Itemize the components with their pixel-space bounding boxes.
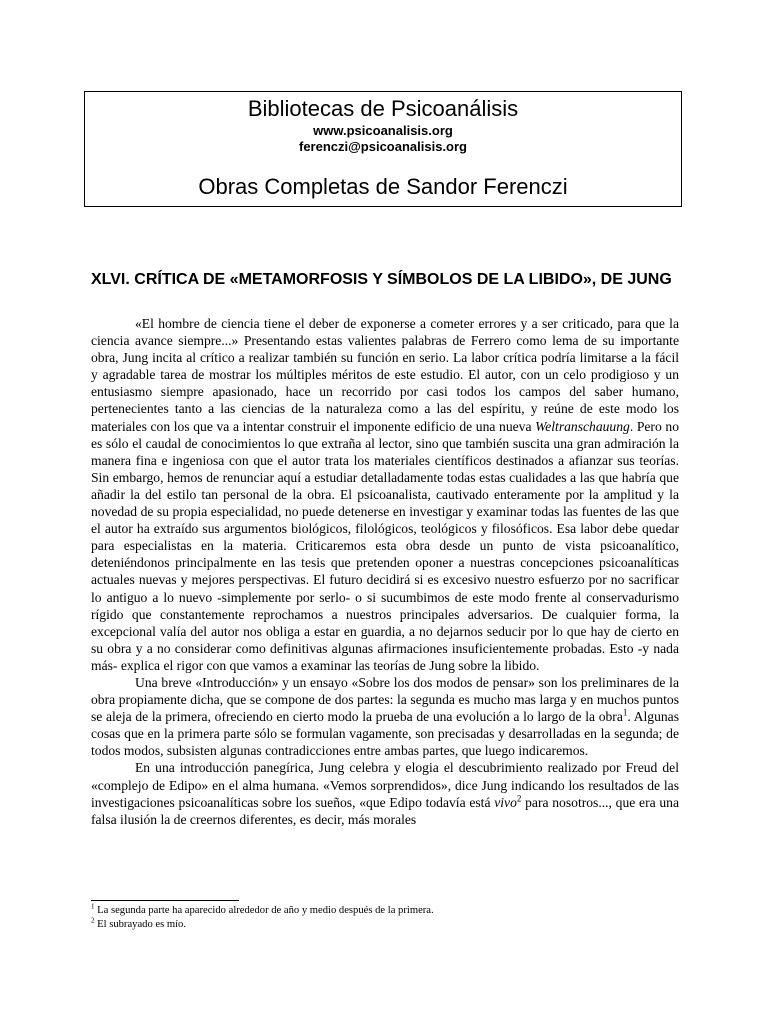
paragraph-2: Una breve «Introducción» y un ensayo «Sobre los dos modos de pensar» son los preliminares de la obra propiamente dicha, que se compone de dos partes: la segunda es mucho mas larga y en muchos puntos se aleja de la primera, ofreciendo en cierto modo la prueba de una evolución a lo largo de la obra$^1$. Algunas cosas que en la primera parte sólo se formulan vagamente, son precisadas y desarrolladas en la segunda; de todos modos, subsisten algunas contradicciones entre ambas partes, que luego indicaremos. [91,674,679,759]
header-box [84,91,682,207]
paragraph-1: «El hombre de ciencia tiene el deber de exponerse a cometer errores y a ser criticado, para que la ciencia avance siempre...» Presentando estas valientes palabras de Ferrero como lema de su importante obra, Jung incita al crítico a realizar también su función en serio. La labor crítica podría limitarse a la fácil y agradable tarea de mostrar los múltiples méritos de este estudio. El autor, con un celo prodigioso y un entusiasmo siempre apasionado, hace un recorrido por casi todos los campos del saber humano, pertenecientes tanto a las ciencias de la naturaleza como a las del espíritu, y reúne de este modo los materiales con los que va a intentar construir el imponente edificio de una nueva Weltranschauung. Pero no es sólo el caudal de conocimientos lo que extraña al lector, sino que también suscita una gran admiración la manera fina e ingeniosa con que el autor trata los materiales científicos destinados a afianzar sus teorías. Sin embargo, hemos de renunciar aquí a estudiar detalladamente todas estas cualidades a las que habría que añadir la del estilo tan personal de la obra. El psicoanalista, cautivado enteramente por la amplitud y la novedad de su propia especialidad, no puede detenerse en investigar y examinar todas las fuentes de las que el autor ha extraído sus argumentos biológicos, filológicos, teológicos y filosóficos. Esa labor debe quedar para especialistas en la materia. Criticaremos esta obra desde un punto de vista psicoanalítico, deteniéndonos principalmente en las tesis que pretenden oponer a nuestras concepciones psicoanalíticas actuales nuevas y mejores perspectivas. El futuro decidirá si es excesivo nuestro esfuerzo por no sacrificar lo antiguo a lo nuevo -simplemente por serlo- o si sucumbimos de este modo frente al conservadurismo rígido que constantemente reprochamos a nuestros principales adversarios. De cualquier forma, la excepcional valía del autor nos obliga a estar en guardia, a no dejarnos seducir por lo que hay de cierto en su obra y a no considerar como definitivas algunas afirmaciones insuficientemente probadas. Esto -y nada más- explica el rigor con que vamos a examinar las teorías de Jung sobre la libido. [91,316,679,673]
emphasis-vivo: vivo [494,794,517,810]
library-title: Bibliotecas de Psicoanálisis [247,96,519,121]
footnote-1: $^1$ La segunda parte ha aparecido alrededor de año y medio después de la primera. [91,902,434,916]
footnote-2: $^2$ El subrayado es mío. [91,915,187,930]
emphasis-weltranschauung: Weltranschauung [535,418,630,434]
chapter-title: XLVI. CRÍTICA DE «METAMORFOSIS Y SÍMBOLOS DE LA LIBIDO», DE JUNG [91,271,672,288]
footnote-divider [91,900,239,901]
paragraph-3: En una introducción panegírica, Jung celebra y elogia el descubrimiento realizado por Freud del «complejo de Edipo» en el alma humana. «Vemos sorprendidos», dice Jung indicando los resultados de las investigaciones psicoanalíticas sobre los sueños, «que Edipo todavía está vivo$^2$ para nosotros..., que era una falsa ilusión la de creernos diferentes, es decir, más morales [91,760,679,827]
collection-subtitle: Obras Completas de Sandor Ferenczi [198,174,568,199]
footnote-ref-2[interactable]: 2 [516,793,522,804]
footnotes [91,904,681,931]
footnote-ref-1[interactable]: 1 [622,707,628,718]
email-link[interactable]: ferenczi@psicoanalisis.org [298,139,467,154]
body-text [91,315,679,828]
website-link[interactable]: www.psicoanalisis.org [313,123,453,138]
